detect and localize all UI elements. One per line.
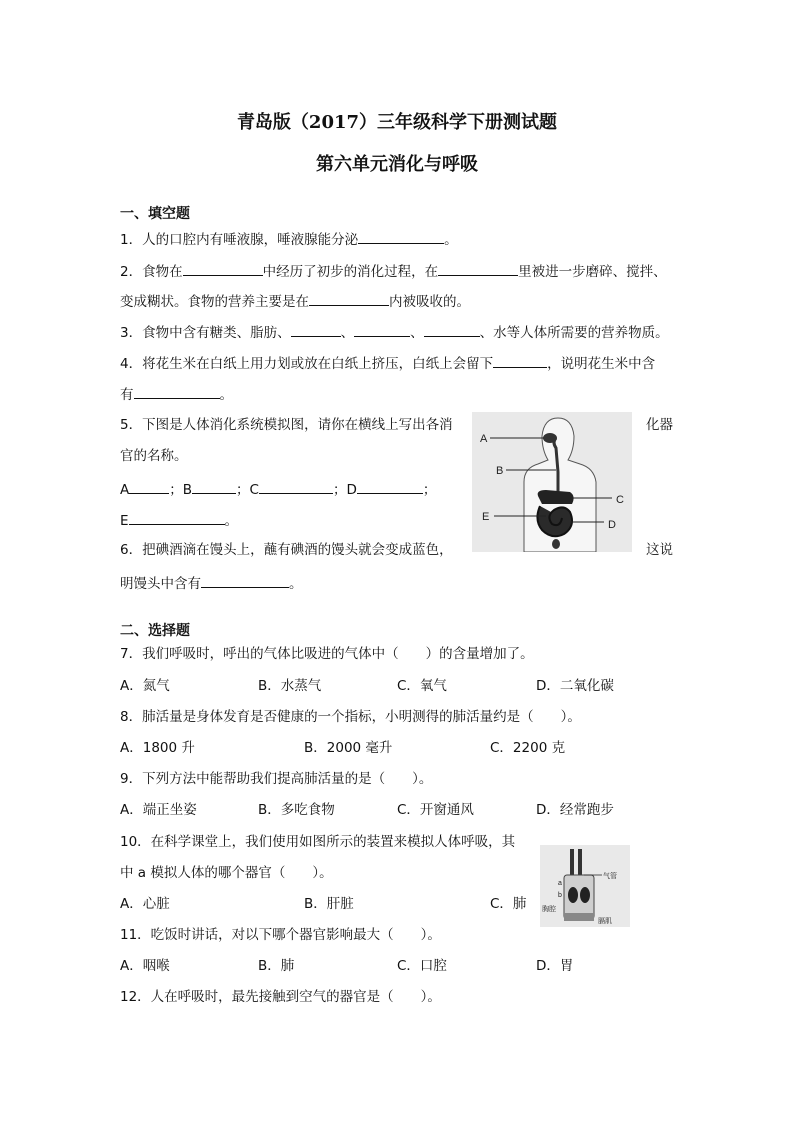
question-8: 8．肺活量是身体发育是否健康的一个指标，小明测得的肺活量约是（ ）。 xyxy=(120,709,581,725)
answer-blank[interactable] xyxy=(493,353,547,368)
q2-text-c: 里被进一步磨碎、搅拌、 xyxy=(518,264,667,280)
q5-end: 。 xyxy=(224,513,239,529)
question-2-line-2 xyxy=(120,291,470,311)
q7-option-b[interactable]: B．水蒸气 xyxy=(258,678,322,694)
page-title: 青岛版（2017）三年级科学下册测试题 xyxy=(236,112,558,133)
answer-blank[interactable] xyxy=(201,573,289,588)
q3-sep: 、 xyxy=(340,325,355,341)
figure-label-e: E xyxy=(482,511,490,523)
q3-sep: 、 xyxy=(410,325,424,341)
q6-end: 。 xyxy=(289,576,303,592)
question-11: 11．吃饭时讲话，对以下哪个器官影响最大（ ）。 xyxy=(120,927,441,943)
q7-option-d[interactable]: D．二氧化碳 xyxy=(536,678,614,694)
label-d: ；D xyxy=(332,482,357,498)
question-9: 9．下列方法中能帮助我们提高肺活量的是（ ）。 xyxy=(120,771,433,787)
breathing-model-figure xyxy=(540,845,630,927)
section-heading-multiple-choice: 二、选择题 xyxy=(120,623,190,639)
answer-blank[interactable] xyxy=(291,322,341,337)
q1-end: 。 xyxy=(444,232,458,248)
model-label-chest: 胸腔 xyxy=(542,906,556,913)
model-label-b: b xyxy=(558,892,562,899)
label-e: E xyxy=(120,513,129,529)
label-a: A xyxy=(120,482,130,498)
question-1 xyxy=(120,229,458,249)
q4-text-a: 4．将花生米在白纸上用力划或放在白纸上挤压，白纸上会留下 xyxy=(120,356,494,372)
figure-label-d: D xyxy=(608,519,616,531)
q10-option-c[interactable]: C．肺 xyxy=(490,896,527,912)
q9-option-a[interactable]: A．端正坐姿 xyxy=(120,802,197,818)
figure-label-c: C xyxy=(616,494,624,506)
q9-option-d[interactable]: D．经常跑步 xyxy=(536,802,614,818)
q4-text-d: 。 xyxy=(219,387,233,403)
q8-option-c[interactable]: C．2200 克 xyxy=(490,740,566,756)
page-subtitle: 第六单元消化与呼吸 xyxy=(316,154,478,175)
answer-blank[interactable] xyxy=(354,322,410,337)
q9-option-b[interactable]: B．多吃食物 xyxy=(258,802,335,818)
q5-text-a2: 化器 xyxy=(646,417,673,433)
answer-blank[interactable] xyxy=(183,261,263,276)
q11-option-c[interactable]: C．口腔 xyxy=(397,958,447,974)
model-label-diaphragm: 膈肌 xyxy=(598,918,612,925)
q6-text-b: 明馒头中含有 xyxy=(120,576,201,592)
model-label-a: a xyxy=(558,880,562,887)
label-b: ；B xyxy=(169,482,193,498)
answer-blank[interactable] xyxy=(438,261,518,276)
answer-blank[interactable] xyxy=(358,229,444,244)
question-4-line-1 xyxy=(120,353,655,373)
question-6-line-1 xyxy=(120,541,453,559)
question-5-line-3 xyxy=(120,479,436,499)
question-12: 12．人在呼吸时，最先接触到空气的器官是（ ）。 xyxy=(120,989,441,1005)
breathing-model-icon xyxy=(540,845,630,927)
question-5-line-4 xyxy=(120,510,238,530)
q5-text-a: 5．下图是人体消化系统模拟图，请你在横线上写出各消 xyxy=(120,417,453,433)
label-c: ；C xyxy=(236,482,259,498)
digestive-system-figure xyxy=(472,412,632,552)
q2-text-d: 变成糊状。食物的营养主要是在 xyxy=(120,294,309,310)
question-5-line-2: 官的名称。 xyxy=(120,448,188,464)
q3-text-a: 3．食物中含有糖类、脂肪、 xyxy=(120,325,291,341)
question-3 xyxy=(120,322,669,342)
section-heading-fill-blank: 一、填空题 xyxy=(120,206,190,222)
q6-text-a2: 这说 xyxy=(646,542,673,558)
q8-option-a[interactable]: A．1800 升 xyxy=(120,740,195,756)
answer-blank[interactable] xyxy=(192,479,236,494)
answer-blank[interactable] xyxy=(259,479,333,494)
q6-text-a: 6．把碘酒滴在馒头上，蘸有碘酒的馒头就会变成蓝色， xyxy=(120,542,453,558)
question-7: 7．我们呼吸时，呼出的气体比吸进的气体中（ ）的含量增加了。 xyxy=(120,646,534,662)
digestive-diagram-icon xyxy=(472,412,632,552)
q2-text-b: 中经历了初步的消化过程，在 xyxy=(262,264,439,280)
answer-blank[interactable] xyxy=(134,384,220,399)
q11-option-a[interactable]: A．咽喉 xyxy=(120,958,170,974)
q11-option-d[interactable]: D．胃 xyxy=(536,958,574,974)
q4-text-c: 有 xyxy=(120,387,134,403)
q11-option-b[interactable]: B．肺 xyxy=(258,958,295,974)
q2-text-e: 内被吸收的。 xyxy=(389,294,470,310)
answer-blank[interactable] xyxy=(129,510,225,525)
q10-option-b[interactable]: B．肝脏 xyxy=(304,896,354,912)
q10-option-a[interactable]: A．心脏 xyxy=(120,896,170,912)
question-10-line-2: 中 a 模拟人体的哪个器官（ ）。 xyxy=(120,865,333,881)
q9-option-c[interactable]: C．开窗通风 xyxy=(397,802,474,818)
question-2-line-1 xyxy=(120,261,667,281)
q7-option-c[interactable]: C．氧气 xyxy=(397,678,447,694)
answer-blank[interactable] xyxy=(309,291,389,306)
figure-label-b: B xyxy=(496,465,504,477)
question-6-line-2 xyxy=(120,573,303,593)
q4-text-b: ，说明花生米中含 xyxy=(547,356,656,372)
model-label-trachea: 气管 xyxy=(603,873,617,880)
q3-text-d: 、水等人体所需要的营养物质。 xyxy=(479,325,669,341)
answer-blank[interactable] xyxy=(129,479,169,494)
q2-text-a: 2．食物在 xyxy=(120,264,183,280)
answer-blank[interactable] xyxy=(357,479,423,494)
q8-option-b[interactable]: B．2000 毫升 xyxy=(304,740,393,756)
question-10-line-1: 10．在科学课堂上，我们使用如图所示的装置来模拟人体呼吸，其 xyxy=(120,834,516,850)
figure-label-a: A xyxy=(480,433,488,445)
question-5-line-1 xyxy=(120,416,453,434)
answer-blank[interactable] xyxy=(424,322,480,337)
q7-option-a[interactable]: A．氮气 xyxy=(120,678,170,694)
label-sep: ； xyxy=(422,482,437,498)
q1-text: 1．人的口腔内有唾液腺，唾液腺能分泌 xyxy=(120,232,359,248)
question-4-line-2 xyxy=(120,384,233,404)
